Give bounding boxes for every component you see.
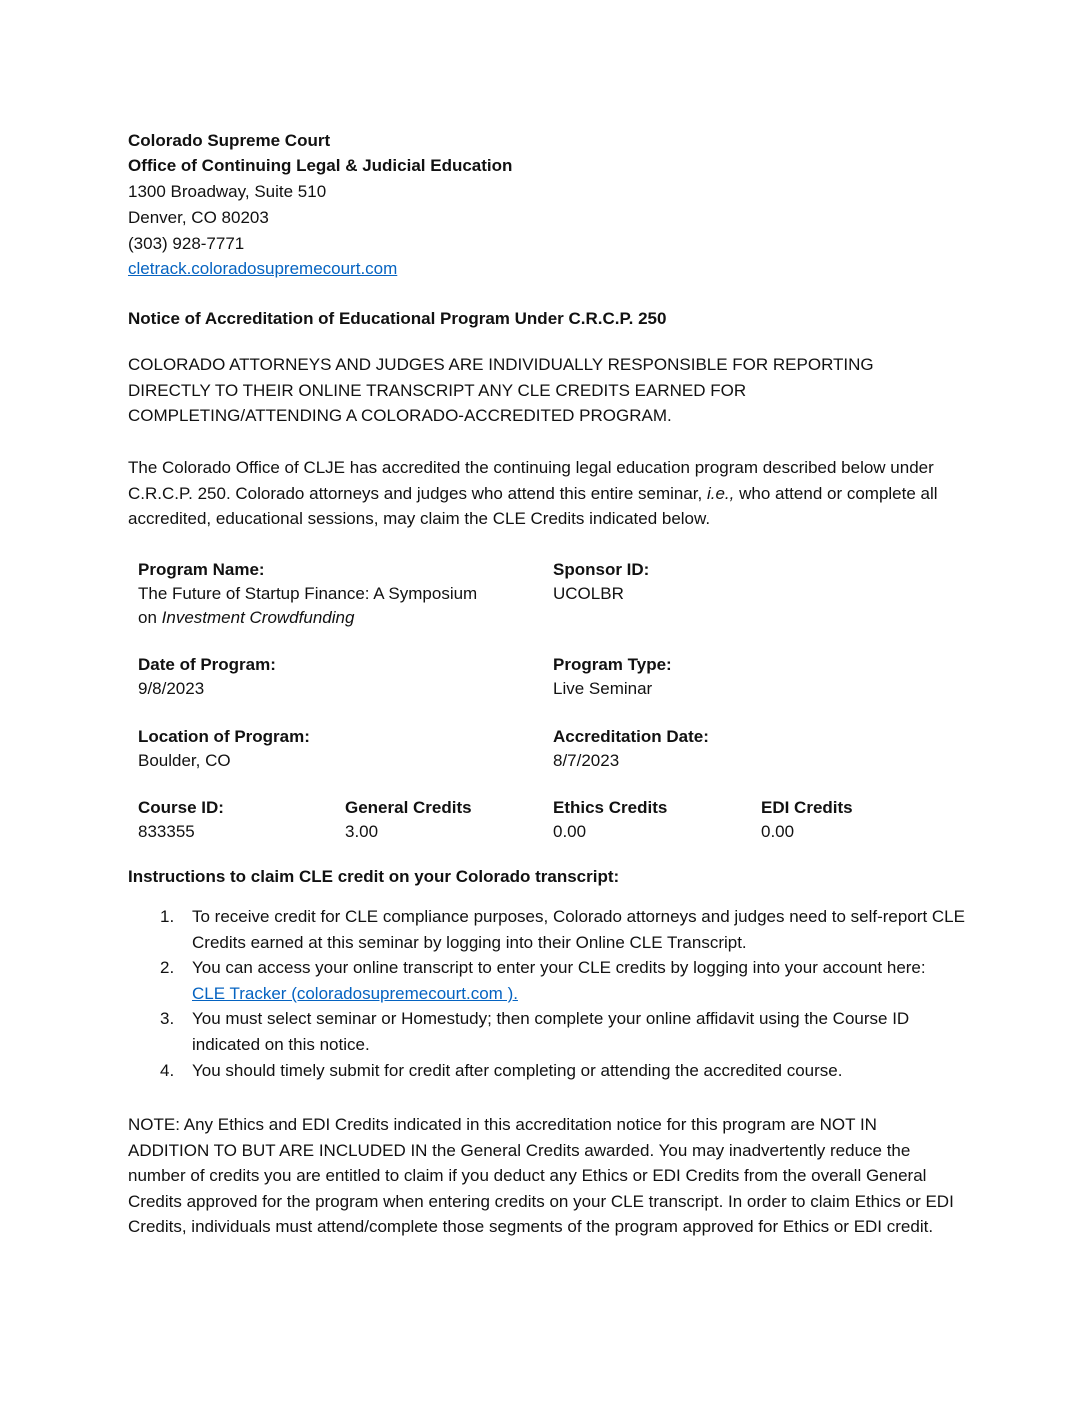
date-value: 9/8/2023: [138, 679, 205, 698]
accreditation-label: Accreditation Date:: [553, 727, 709, 746]
program-type-label: Program Type:: [553, 655, 672, 674]
location-block: [138, 725, 310, 773]
course-id-value: 833355: [138, 822, 195, 841]
notice-title: Notice of Accreditation of Educational Program Under C.R.C.P. 250: [128, 309, 667, 328]
instruction-item-1: [128, 904, 968, 955]
accreditation-block: [553, 725, 709, 773]
note-paragraph: NOTE: Any Ethics and EDI Credits indicated in this accreditation notice for this program are NOT IN ADDITION TO BUT ARE INCLUDED IN the General Credits awarded. You may inadvertently reduce the number of credits you are entitled to claim if you deduct any Ethics or EDI Credits from the overall General Credits approved for the program when entering credits on your CLE transcript. In order to claim Ethics or EDI Credits, individuals must attend/complete those segments of the program approved for Ethics or EDI credit.: [128, 1115, 954, 1237]
ethics-credits-label: Ethics Credits: [553, 798, 668, 817]
general-credits-block: [345, 796, 472, 844]
instruction-number: 3.: [160, 1009, 175, 1029]
edi-credits-block: [761, 796, 853, 844]
sponsor-value: UCOLBR: [553, 584, 624, 603]
caps-notice: COLORADO ATTORNEYS AND JUDGES ARE INDIVIDUALLY RESPONSIBLE FOR REPORTING DIRECTLY TO THEIR ONLINE TRANSCRIPT ANY CLE CREDITS EARNED FOR COMPLETING/ATTENDING A COLORADO-ACCREDITED PROGRAM.: [128, 355, 874, 426]
general-credits-value: 3.00: [345, 822, 379, 841]
website-link[interactable]: cletrack.coloradosupremecourt.com: [128, 259, 398, 278]
intro-ie: i.e.,: [706, 483, 735, 503]
intro-text-2: who attend or complete all accredited, educational sessions, may claim the CLE Credits indicated below.: [128, 483, 938, 529]
general-credits-label: General Credits: [345, 798, 472, 817]
date-label: Date of Program:: [138, 655, 276, 674]
sponsor-label: Sponsor ID:: [553, 560, 650, 579]
ethics-credits-block: [553, 796, 667, 844]
program-type-block: [553, 653, 672, 701]
instruction-number: 1.: [160, 907, 175, 926]
address-line-1: 1300 Broadway, Suite 510: [128, 182, 327, 201]
court-name: Colorado Supreme Court: [128, 131, 331, 150]
course-id-block: [138, 796, 224, 844]
instruction-text: To receive credit for CLE compliance purposes, Colorado attorneys and judges need to self-report CLE Credits earned at this seminar by logging into their Online CLE Transcript.: [192, 907, 965, 952]
instruction-item-4: [128, 1058, 968, 1084]
program-name-block: [138, 558, 518, 630]
location-label: Location of Program:: [138, 727, 310, 746]
date-block: [138, 653, 276, 701]
sponsor-block: [553, 558, 649, 606]
instruction-number: 2.: [160, 958, 175, 978]
edi-credits-value: 0.00: [761, 822, 795, 841]
phone-number: (303) 928-7771: [128, 234, 245, 253]
cle-tracker-link[interactable]: CLE Tracker (coloradosupremecourt.com ).: [192, 983, 518, 1003]
instruction-text: You must select seminar or Homestudy; then complete your online affidavit using the Course ID indicated on this notice.: [192, 1009, 910, 1054]
instructions-list: [128, 904, 968, 1083]
edi-credits-label: EDI Credits: [761, 798, 853, 817]
program-name-line-1: The Future of Startup Finance: A Symposium: [138, 584, 478, 603]
instruction-number: 4.: [160, 1060, 175, 1080]
instruction-text: You can access your online transcript to enter your CLE credits by logging into your account here:: [192, 958, 936, 978]
program-name-label: Program Name:: [138, 560, 265, 579]
instructions-title: Instructions to claim CLE credit on your Colorado transcript:: [128, 867, 620, 886]
course-id-label: Course ID:: [138, 798, 224, 817]
address-line-2: Denver, CO 80203: [128, 208, 269, 227]
program-type-value: Live Seminar: [553, 679, 653, 698]
intro-paragraph: [128, 455, 958, 532]
accreditation-value: 8/7/2023: [553, 751, 620, 770]
instruction-item-3: [128, 1006, 968, 1057]
office-name: Office of Continuing Legal & Judicial Education: [128, 156, 513, 175]
location-value: Boulder, CO: [138, 751, 231, 770]
instruction-text: You should timely submit for credit after completing or attending the accredited course.: [192, 1060, 843, 1080]
program-name-line-2: on Investment Crowdfunding: [138, 608, 355, 627]
ethics-credits-value: 0.00: [553, 822, 587, 841]
intro-text-1: The Colorado Office of CLJE has accredited the continuing legal education program described below under C.R.C.P. 250. Colorado attorneys and judges who attend this entire seminar,: [128, 458, 934, 503]
instruction-item-2: [128, 955, 968, 1006]
